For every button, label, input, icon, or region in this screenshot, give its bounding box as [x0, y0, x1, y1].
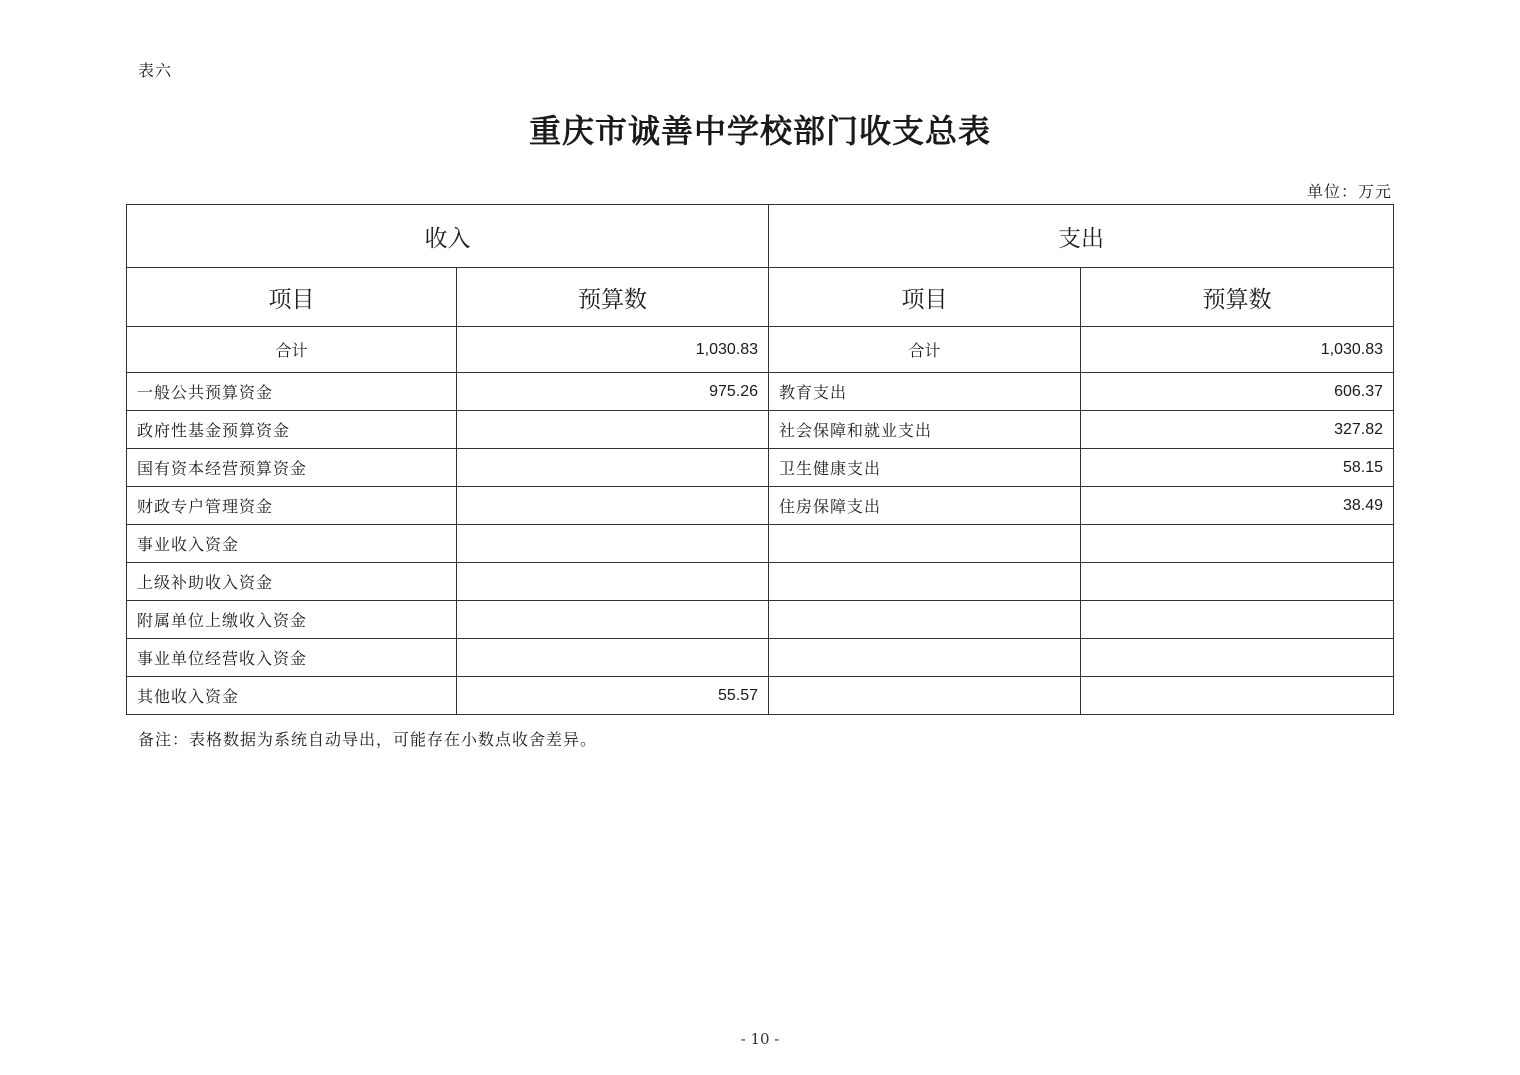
table-row — [127, 411, 1394, 449]
expense-item: 卫生健康支出 — [769, 449, 1081, 487]
income-value — [457, 487, 769, 525]
expense-item — [769, 639, 1081, 677]
expense-value — [1081, 601, 1394, 639]
table-row — [127, 563, 1394, 601]
table-note: 备注：表格数据为系统自动导出，可能存在小数点收舍差异。 — [138, 730, 598, 749]
expense-value — [1081, 525, 1394, 563]
expense-value — [1081, 639, 1394, 677]
income-section-header: 收入 — [127, 205, 769, 268]
table-label: 表六 — [138, 61, 173, 80]
income-value — [457, 639, 769, 677]
expense-total-value: 1,030.83 — [1081, 327, 1394, 373]
income-total-value: 1,030.83 — [457, 327, 769, 373]
expense-item — [769, 525, 1081, 563]
expense-item: 教育支出 — [769, 373, 1081, 411]
income-item: 财政专户管理资金 — [127, 487, 457, 525]
unit-label: 单位：万元 — [1306, 182, 1392, 201]
expense-section-header: 支出 — [769, 205, 1394, 268]
income-value: 55.57 — [457, 677, 769, 715]
table-row — [127, 639, 1394, 677]
expense-value: 38.49 — [1081, 487, 1394, 525]
income-value — [457, 601, 769, 639]
income-item: 事业单位经营收入资金 — [127, 639, 457, 677]
table-row — [127, 525, 1394, 563]
income-value: 975.26 — [457, 373, 769, 411]
income-item: 上级补助收入资金 — [127, 563, 457, 601]
expense-item: 社会保障和就业支出 — [769, 411, 1081, 449]
budget-table — [126, 204, 1394, 715]
column-header-expense-budget: 预算数 — [1081, 268, 1394, 327]
page-title: 重庆市诚善中学校部门收支总表 — [528, 112, 991, 150]
expense-value: 58.15 — [1081, 449, 1394, 487]
income-item: 政府性基金预算资金 — [127, 411, 457, 449]
income-item: 一般公共预算资金 — [127, 373, 457, 411]
table-row — [127, 677, 1394, 715]
section-header-row — [127, 205, 1394, 268]
income-value — [457, 525, 769, 563]
expense-item: 住房保障支出 — [769, 487, 1081, 525]
income-total-label: 合计 — [127, 327, 457, 373]
income-value — [457, 411, 769, 449]
total-row — [127, 327, 1394, 373]
expense-total-label: 合计 — [769, 327, 1081, 373]
table-row — [127, 449, 1394, 487]
expense-value — [1081, 563, 1394, 601]
column-header-row — [127, 268, 1394, 327]
expense-value: 606.37 — [1081, 373, 1394, 411]
income-item: 附属单位上缴收入资金 — [127, 601, 457, 639]
column-header-expense-item: 项目 — [769, 268, 1081, 327]
table-row — [127, 373, 1394, 411]
expense-item — [769, 677, 1081, 715]
column-header-income-budget: 预算数 — [457, 268, 769, 327]
expense-item — [769, 563, 1081, 601]
expense-value: 327.82 — [1081, 411, 1394, 449]
table-row — [127, 601, 1394, 639]
table-row — [127, 487, 1394, 525]
income-item: 事业收入资金 — [127, 525, 457, 563]
expense-item — [769, 601, 1081, 639]
page-number: - 10 - — [740, 1030, 780, 1048]
income-value — [457, 563, 769, 601]
income-item: 国有资本经营预算资金 — [127, 449, 457, 487]
income-item: 其他收入资金 — [127, 677, 457, 715]
expense-value — [1081, 677, 1394, 715]
income-value — [457, 449, 769, 487]
column-header-income-item: 项目 — [127, 268, 457, 327]
